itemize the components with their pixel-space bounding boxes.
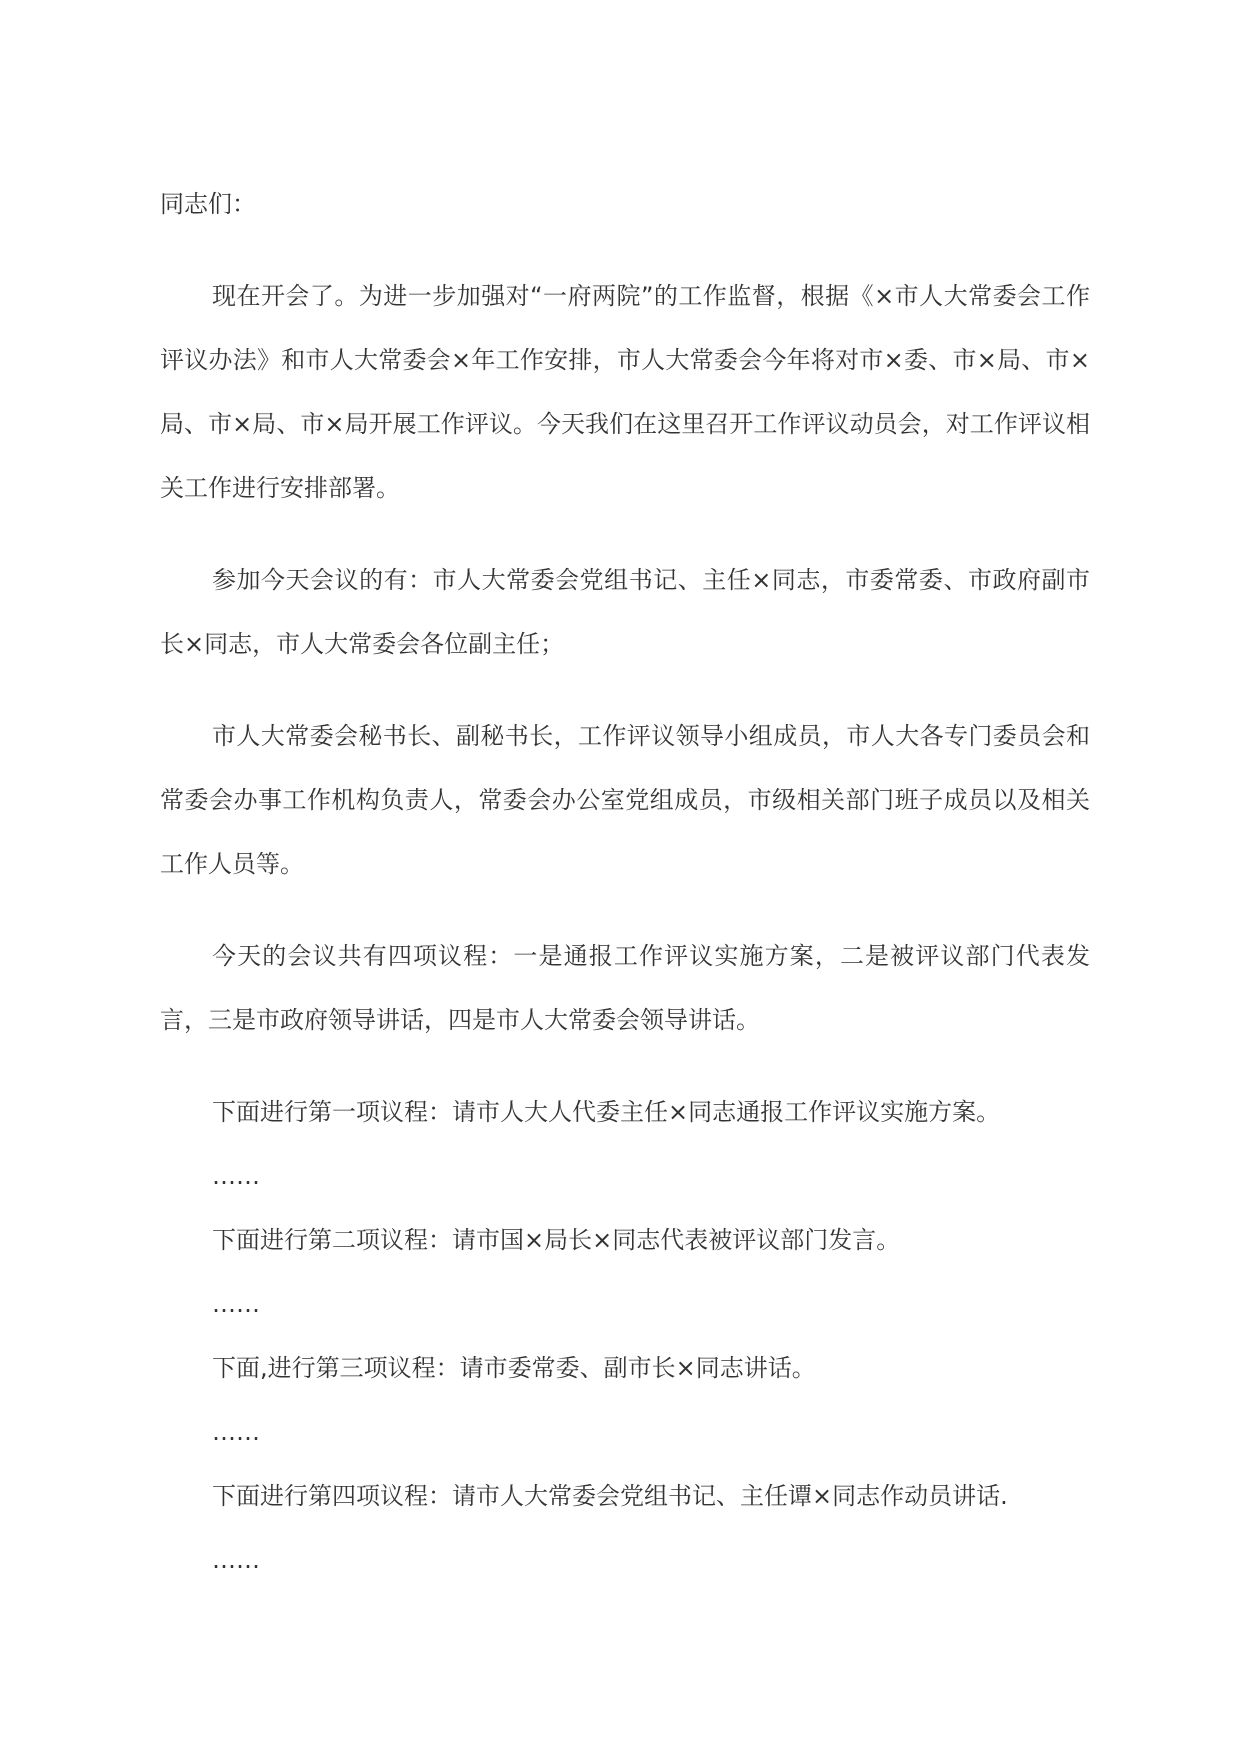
paragraph-agenda-item-1: 下面进行第一项议程：请市人大人代委主任×同志通报工作评议实施方案。 bbox=[212, 1098, 1001, 1126]
document-body bbox=[160, 172, 1090, 1592]
ellipsis-1: …… bbox=[212, 1162, 260, 1190]
ellipsis-4: …… bbox=[212, 1546, 260, 1574]
ellipsis-2: …… bbox=[212, 1290, 260, 1318]
paragraph-agenda-item-4: 下面进行第四项议程：请市人大常委会党组书记、主任谭×同志作动员讲话. bbox=[212, 1482, 1008, 1510]
salutation: 同志们： bbox=[160, 190, 256, 218]
paragraph-agenda: 今天的会议共有四项议程：一是通报工作评议实施方案，二是被评议部门代表发言，三是市政府领导讲话，四是市人大常委会领导讲话。 bbox=[160, 942, 1090, 1034]
paragraph-agenda-item-3: 下面,进行第三项议程：请市委常委、副市长×同志讲话。 bbox=[212, 1354, 816, 1382]
ellipsis-3: …… bbox=[212, 1418, 260, 1446]
paragraph-agenda-item-2: 下面进行第二项议程：请市国×局长×同志代表被评议部门发言。 bbox=[212, 1226, 901, 1254]
paragraph-opening: 现在开会了。为进一步加强对“一府两院”的工作监督，根据《×市人大常委会工作评议办法》和市人大常委会×年工作安排，市人大常委会今年将对市×委、市×局、市×局、市×局、市×局开展工作评议。今天我们在这里召开工作评议动员会，对工作评议相关工作进行安排部署。 bbox=[160, 282, 1090, 502]
paragraph-attendees-continued: 市人大常委会秘书长、副秘书长，工作评议领导小组成员，市人大各专门委员会和常委会办事工作机构负责人，常委会办公室党组成员，市级相关部门班子成员以及相关工作人员等。 bbox=[160, 722, 1090, 878]
paragraph-attendees: 参加今天会议的有：市人大常委会党组书记、主任×同志，市委常委、市政府副市长×同志，市人大常委会各位副主任； bbox=[160, 566, 1090, 658]
